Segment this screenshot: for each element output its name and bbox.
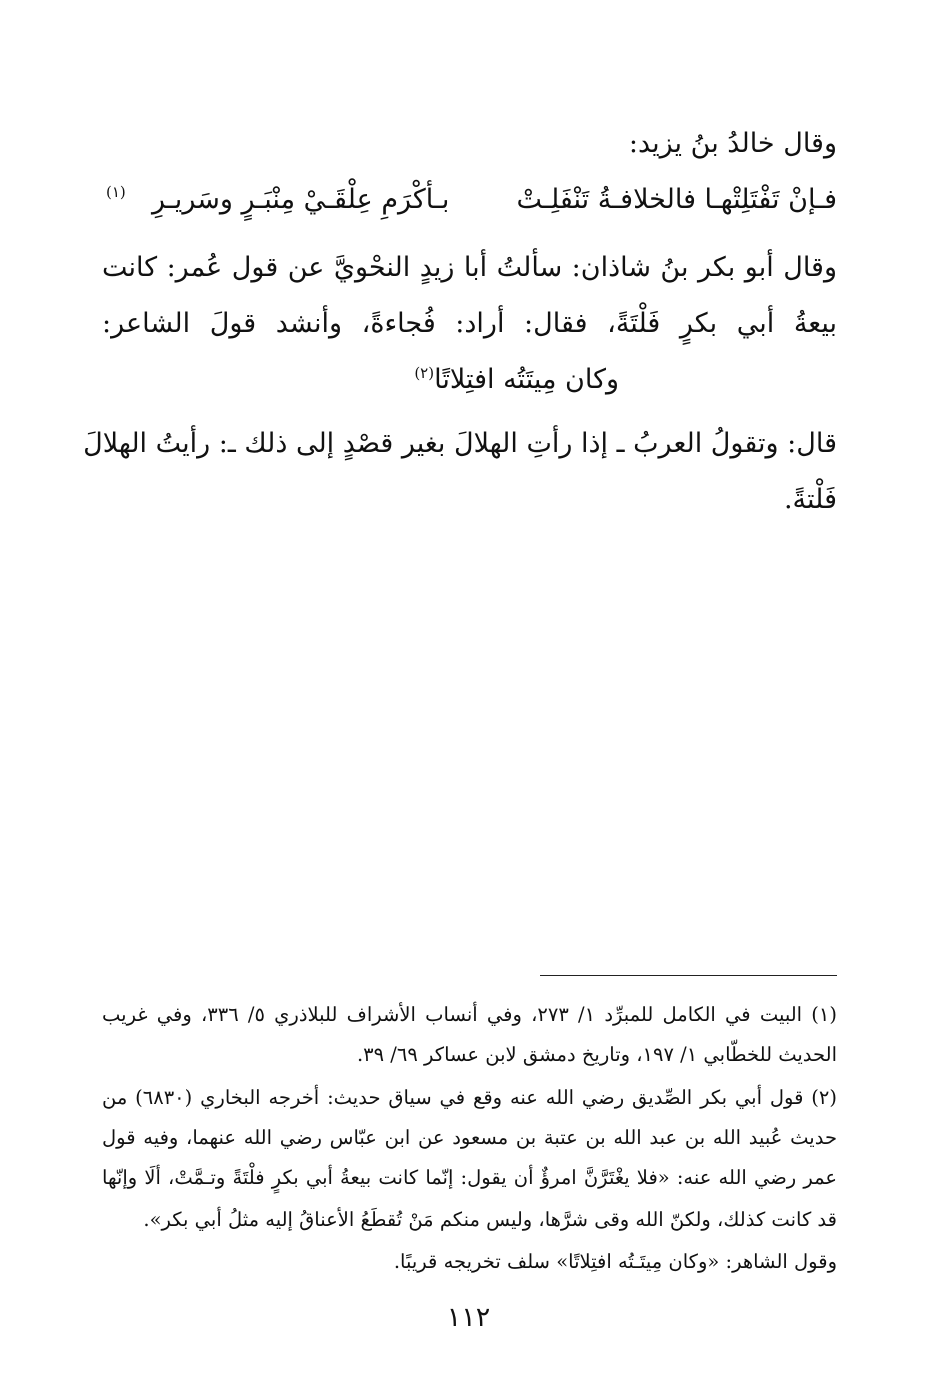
- paragraph-line-shadhan: وقال أبو بكر بنُ شاذان: سألتُ أبا زيدٍ النحْويَّ عن قول عُمر: كانت: [102, 252, 837, 283]
- footnote-2-line-4: قد كانت كذلك، ولكنّ الله وقى شرَّها، وليس منكم مَنْ تُقطَعُ الأعناقُ إليه مثلُ أبي بكر».: [143, 1208, 837, 1231]
- verse-right-hemistich: فـإنْ تَفْتَلِتْهـا فالخلافـةُ تَنْفَلِـتْ: [516, 184, 837, 215]
- footnote-2-line-3: عمر رضي الله عنه: «فلا يغْتَرَّنَّ امرؤٌ أن يقول: إنّما كانت بيعةُ أبي بكرٍ فلْتَةً وتـمَّتْ، ألَا وإنّها: [102, 1166, 837, 1189]
- footnote-1-line-1: (١) البيت في الكامل للمبرِّد ١/ ٢٧٣، وفي أنساب الأشراف للبلاذري ٥/ ٣٣٦، وفي غريب: [102, 1003, 838, 1026]
- footnote-ref-2: (٢): [414, 364, 435, 382]
- footnote-2-line-1: (٢) قول أبي بكر الصِّديق رضي الله عنه وقع في سياق حديث: أخرجه البخاري (٦٨٣٠) من: [102, 1086, 837, 1109]
- footnote-ref-1: (١): [106, 183, 126, 201]
- paragraph-line-hilal: قال: وتقولُ العربُ ـ إذا رأتِ الهلالَ بغير قصْدٍ إلى ذلك ـ: رأيتُ الهلالَ: [83, 428, 837, 459]
- page-number: ١١٢: [446, 1302, 491, 1333]
- verse-left-hemistich: بـأكْرَمِ عِلْقَـيْ مِنْبَـرٍ وسَريـرِ: [152, 184, 450, 215]
- paragraph-line-bay-a: بيعةُ أبي بكرٍ فَلْتَةً، فقال: أراد: فُجاءةً، وأنشد قولَ الشاعر:: [102, 308, 837, 339]
- footnote-1-line-2: الحديث للخطّابي ١/ ١٩٧، وتاريخ دمشق لابن عساكر ٦٩/ ٣٩.: [356, 1043, 837, 1066]
- quoted-verse: [414, 360, 619, 400]
- paragraph-line-faltatan: فَلْتةً.: [783, 484, 837, 515]
- intro-line-khalid: وقال خالدُ بنُ يزيد:: [628, 128, 837, 159]
- footnote-2-line-5: وقول الشاهر: «وكان مِيتَـتُه افتِلاتًا» سلف تخريجه قريبًا.: [393, 1250, 837, 1273]
- quoted-verse-text: وكان مِيتَتُه افتِلاتًا: [434, 364, 619, 395]
- footnote-separator: [540, 975, 837, 976]
- footnote-2-line-2: حديث عُبيد الله بن عبد الله بن عتبة بن مسعود عن ابن عبّاس رضي الله عنهما، وفيه قول: [102, 1126, 837, 1149]
